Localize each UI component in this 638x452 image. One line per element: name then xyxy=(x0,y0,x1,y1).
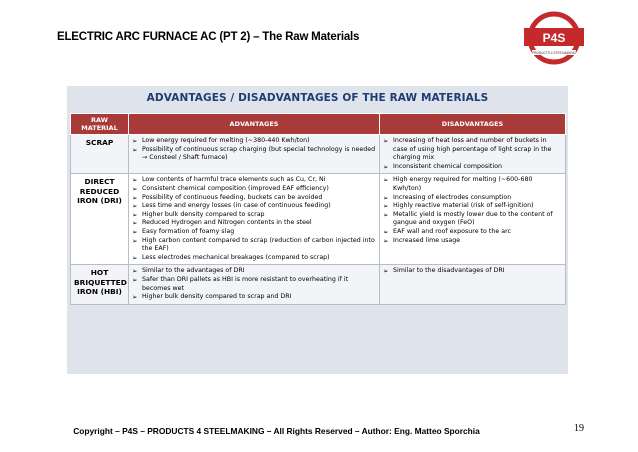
list-item: ➢ Consistent chemical composition (improved EAF efficiency) xyxy=(132,185,376,194)
table-row-scrap xyxy=(71,135,566,174)
list-item: ➢ Metallic yield is mostly lower due to the content of gangue and oxygen (FeO) xyxy=(383,211,562,228)
materials-table xyxy=(70,113,566,305)
p4s-logo xyxy=(520,10,588,66)
list-item: ➢ EAF wall and roof exposure to the arc xyxy=(383,228,562,237)
materials-panel xyxy=(67,86,568,374)
header-advantages: ADVANTAGES xyxy=(129,114,380,135)
list-item: ➢ Similar to the disadvantages of DRI xyxy=(383,267,562,276)
material-cell: DIRECT REDUCED IRON (DRI) xyxy=(71,174,129,265)
disadvantages-cell xyxy=(380,135,566,174)
list-item: ➢ Safer than DRI pallets as HBI is more resistant to overheating if it becomes wet xyxy=(132,276,376,293)
list-item: ➢ Increasing of heat loss and number of buckets in case of using high percentage of light scrap in the charging mix xyxy=(383,137,562,163)
table-row-dri xyxy=(71,174,566,265)
list-item: ➢ Low energy required for melting (~380-440 Kwh/ton) xyxy=(132,137,376,146)
list-item: ➢ Possibility of continuous feeding, buckets can be avoided xyxy=(132,194,376,203)
table-row-hbi xyxy=(71,265,566,304)
advantages-cell xyxy=(129,265,380,304)
list-item: ➢ Similar to the advantages of DRI xyxy=(132,267,376,276)
list-item: ➢ Possibility of continuous scrap charging (but special technology is needed → Consteel / Shaft furnace) xyxy=(132,146,376,163)
list-item: ➢ Highly reactive material (risk of self-ignition) xyxy=(383,202,562,211)
list-item: ➢ Less time and energy losses (in case of continuous feeding) xyxy=(132,202,376,211)
disadvantages-cell xyxy=(380,174,566,265)
list-item: ➢ Higher bulk density compared to scrap and DRI xyxy=(132,293,376,302)
material-cell: HOT BRIQUETTED IRON (HBI) xyxy=(71,265,129,304)
list-item: ➢ High energy required for melting (~600-680 Kwh/ton) xyxy=(383,176,562,193)
list-item: ➢ Reduced Hydrogen and Nitrogen contents in the steel xyxy=(132,219,376,228)
list-item: ➢ High carbon content compared to scrap (reduction of carbon injected into the EAF) xyxy=(132,237,376,254)
slide-title: ELECTRIC ARC FURNACE AC (PT 2) – The Raw Materials xyxy=(57,31,360,43)
advantages-cell xyxy=(129,174,380,265)
list-item: ➢ Increased lime usage xyxy=(383,237,562,246)
copyright-footer: Copyright – P4S – PRODUCTS 4 STEELMAKING – All Rights Reserved – Author: Eng. Matteo Sporchia xyxy=(73,426,480,436)
page-number: 19 xyxy=(574,423,584,434)
header-material: RAW MATERIAL xyxy=(71,114,129,135)
list-item: ➢ Increasing of electrodes consumption xyxy=(383,194,562,203)
list-item: ➢ Easy formation of foamy slag xyxy=(132,228,376,237)
list-item: ➢ Higher bulk density compared to scrap xyxy=(132,211,376,220)
header-disadvantages: DISADVANTAGES xyxy=(380,114,566,135)
table-header-row xyxy=(71,114,566,135)
disadvantages-cell xyxy=(380,265,566,304)
logo-subtitle: PRODUCTS 4 STEELMAKING xyxy=(531,51,577,55)
material-cell: SCRAP xyxy=(71,135,129,174)
list-item: ➢ Low contents of harmful trace elements such as Cu, Cr, Ni xyxy=(132,176,376,185)
list-item: ➢ Inconsistent chemical composition xyxy=(383,163,562,172)
panel-title: ADVANTAGES / DISADVANTAGES OF THE RAW MATERIALS xyxy=(146,92,489,104)
advantages-cell xyxy=(129,135,380,174)
logo-text: P4S xyxy=(542,31,566,45)
list-item: ➢ Less electrodes mechanical breakages (compared to scrap) xyxy=(132,254,376,263)
